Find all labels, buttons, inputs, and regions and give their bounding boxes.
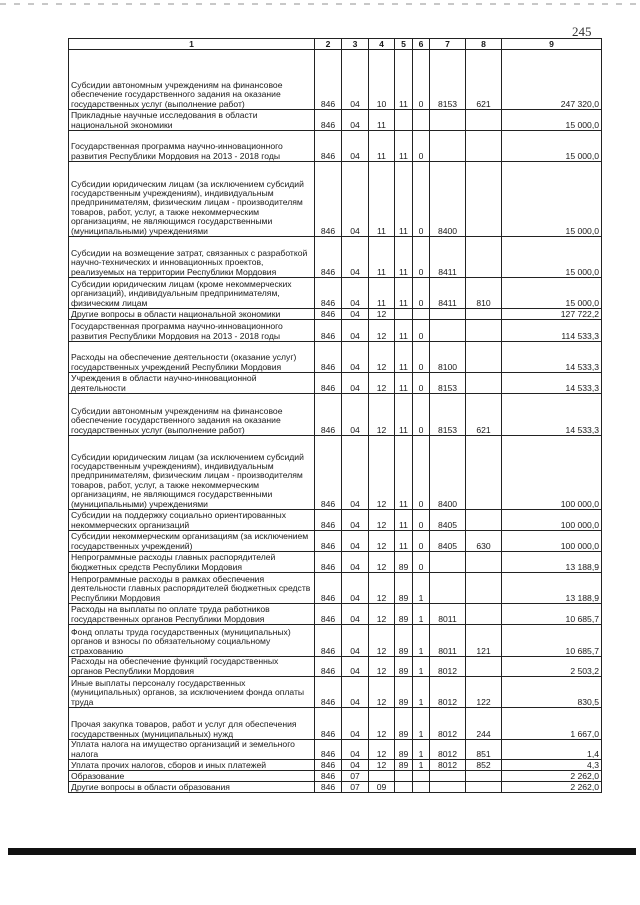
grbs-code: 846	[315, 278, 342, 309]
table-row	[69, 373, 602, 394]
grbs-code: 846	[315, 708, 342, 740]
program-code: 89	[395, 625, 413, 657]
subsection-code: 12	[369, 604, 395, 625]
scan-bottom-edge	[8, 848, 636, 855]
target-code: 8100	[430, 342, 466, 373]
amount: 14 533,3	[502, 373, 602, 394]
subsection-code: 12	[369, 320, 395, 342]
subprogram-code: 0	[413, 320, 430, 342]
row-name: Другие вопросы в области национальной экономики	[69, 309, 315, 320]
amount: 14 533,3	[502, 342, 602, 373]
amount: 10 685,7	[502, 604, 602, 625]
subprogram-code: 0	[413, 373, 430, 394]
amount: 13 188,9	[502, 552, 602, 573]
target-code	[430, 771, 466, 782]
amount: 114 533,3	[502, 320, 602, 342]
expense-kind	[466, 782, 502, 793]
subprogram-code: 0	[413, 394, 430, 436]
expense-kind: 851	[466, 740, 502, 760]
subsection-code: 12	[369, 342, 395, 373]
expense-kind	[466, 309, 502, 320]
subsection-code: 11	[369, 278, 395, 309]
target-code: 8011	[430, 625, 466, 657]
amount: 1 667,0	[502, 708, 602, 740]
expense-kind	[466, 771, 502, 782]
target-code: 8012	[430, 657, 466, 677]
row-name: Субсидии юридическим лицам (за исключением субсидий государственным учреждениям), индивидуальным предпринимателям, физическим лицам - производителям товаров, работ, услуг, а также некоммерческим организациям, не являющимся государственными (муниципальными) учреждениями	[69, 436, 315, 510]
subprogram-code: 0	[413, 131, 430, 162]
expense-kind	[466, 552, 502, 573]
row-name: Фонд оплаты труда государственных (муниципальных) органов и взносы по обязательному социальному страхованию	[69, 625, 315, 657]
subsection-code: 11	[369, 131, 395, 162]
section-code: 04	[342, 604, 369, 625]
row-name: Государственная программа научно-инновационного развития Республики Мордовия на 2013 - 2018 годы	[69, 320, 315, 342]
amount: 247 320,0	[502, 50, 602, 110]
target-code: 8011	[430, 604, 466, 625]
grbs-code: 846	[315, 436, 342, 510]
program-code: 89	[395, 657, 413, 677]
program-code: 11	[395, 237, 413, 278]
grbs-code: 846	[315, 394, 342, 436]
budget-table	[68, 38, 602, 793]
subprogram-code: 1	[413, 740, 430, 760]
target-code: 8012	[430, 677, 466, 708]
col-subsection-header: 4	[369, 39, 395, 50]
subprogram-code	[413, 309, 430, 320]
table-row	[69, 278, 602, 309]
subprogram-code	[413, 782, 430, 793]
section-code: 04	[342, 162, 369, 237]
table-body	[69, 50, 602, 793]
subsection-code: 12	[369, 394, 395, 436]
table-row	[69, 394, 602, 436]
section-code: 04	[342, 309, 369, 320]
table-row	[69, 320, 602, 342]
row-name: Субсидии юридическим лицам (кроме некоммерческих организаций), индивидуальным предпринимателям, физическим лицам	[69, 278, 315, 309]
table-row	[69, 573, 602, 604]
target-code: 8400	[430, 436, 466, 510]
table-row	[69, 110, 602, 131]
target-code	[430, 131, 466, 162]
program-code: 11	[395, 436, 413, 510]
expense-kind	[466, 162, 502, 237]
expense-kind	[466, 373, 502, 394]
subsection-code: 10	[369, 50, 395, 110]
program-code: 11	[395, 531, 413, 552]
row-name: Непрограммные расходы главных распорядителей бюджетных средств Республики Мордовия	[69, 552, 315, 573]
row-name: Государственная программа научно-инновационного развития Республики Мордовия на 2013 - 2018 годы	[69, 131, 315, 162]
grbs-code: 846	[315, 760, 342, 771]
grbs-code: 846	[315, 604, 342, 625]
subprogram-code: 0	[413, 237, 430, 278]
amount: 14 533,3	[502, 394, 602, 436]
expense-kind	[466, 436, 502, 510]
subprogram-code: 1	[413, 677, 430, 708]
subsection-code: 12	[369, 677, 395, 708]
section-code: 04	[342, 573, 369, 604]
expense-kind: 121	[466, 625, 502, 657]
col-program-header: 5	[395, 39, 413, 50]
table-row	[69, 162, 602, 237]
target-code	[430, 552, 466, 573]
target-code: 8012	[430, 708, 466, 740]
table-row	[69, 740, 602, 760]
subprogram-code: 1	[413, 708, 430, 740]
grbs-code: 846	[315, 510, 342, 531]
table-row	[69, 625, 602, 657]
subprogram-code: 0	[413, 162, 430, 237]
expense-kind	[466, 237, 502, 278]
subsection-code	[369, 771, 395, 782]
subprogram-code: 1	[413, 760, 430, 771]
col-kind-header: 8	[466, 39, 502, 50]
program-code: 11	[395, 278, 413, 309]
expense-kind	[466, 573, 502, 604]
subprogram-code: 0	[413, 342, 430, 373]
grbs-code: 846	[315, 552, 342, 573]
subsection-code: 12	[369, 373, 395, 394]
program-code: 11	[395, 320, 413, 342]
program-code: 11	[395, 162, 413, 237]
grbs-code: 846	[315, 309, 342, 320]
grbs-code: 846	[315, 625, 342, 657]
row-name: Иные выплаты персоналу государственных (муниципальных) органов, за исключением фонда оплаты труда	[69, 677, 315, 708]
program-code: 11	[395, 131, 413, 162]
subsection-code: 11	[369, 162, 395, 237]
grbs-code: 846	[315, 740, 342, 760]
row-name: Образование	[69, 771, 315, 782]
program-code	[395, 771, 413, 782]
section-code: 04	[342, 436, 369, 510]
grbs-code: 846	[315, 373, 342, 394]
program-code	[395, 110, 413, 131]
subsection-code: 12	[369, 552, 395, 573]
program-code: 11	[395, 394, 413, 436]
section-code: 07	[342, 782, 369, 793]
table-row	[69, 50, 602, 110]
section-code: 04	[342, 342, 369, 373]
subsection-code: 12	[369, 510, 395, 531]
target-code: 8153	[430, 373, 466, 394]
subsection-code: 12	[369, 708, 395, 740]
row-name: Субсидии автономным учреждениям на финансовое обеспечение государственного задания на оказание государственных услуг (выполнение работ)	[69, 50, 315, 110]
expense-kind: 122	[466, 677, 502, 708]
target-code: 8405	[430, 510, 466, 531]
section-code: 04	[342, 320, 369, 342]
row-name: Непрограммные расходы в рамках обеспечения деятельности главных распорядителей бюджетных средств Республики Мордовия	[69, 573, 315, 604]
grbs-code: 846	[315, 782, 342, 793]
subprogram-code: 1	[413, 625, 430, 657]
scan-top-edge	[0, 3, 640, 5]
subsection-code: 11	[369, 110, 395, 131]
section-code: 04	[342, 552, 369, 573]
program-code: 11	[395, 373, 413, 394]
row-name: Субсидии юридическим лицам (за исключением субсидий государственным учреждениям), индивидуальным предпринимателям, физическим лицам - производителям товаров, работ, услуг, а также некоммерческим организациям, не являющимся государственными (муниципальными) учреждениями	[69, 162, 315, 237]
table-row	[69, 552, 602, 573]
program-code: 89	[395, 573, 413, 604]
table-row	[69, 342, 602, 373]
target-code	[430, 309, 466, 320]
section-code: 04	[342, 657, 369, 677]
row-name: Другие вопросы в области образования	[69, 782, 315, 793]
col-amount-header: 9	[502, 39, 602, 50]
amount: 127 722,2	[502, 309, 602, 320]
target-code: 8411	[430, 278, 466, 309]
table-row	[69, 436, 602, 510]
section-code: 07	[342, 771, 369, 782]
subprogram-code: 0	[413, 552, 430, 573]
section-code: 04	[342, 278, 369, 309]
subsection-code: 11	[369, 237, 395, 278]
subprogram-code: 0	[413, 50, 430, 110]
section-code: 04	[342, 510, 369, 531]
section-code: 04	[342, 531, 369, 552]
section-code: 04	[342, 708, 369, 740]
target-code	[430, 110, 466, 131]
col-grbs-header: 2	[315, 39, 342, 50]
amount: 15 000,0	[502, 131, 602, 162]
subprogram-code: 0	[413, 510, 430, 531]
target-code	[430, 320, 466, 342]
table-row	[69, 708, 602, 740]
expense-kind	[466, 320, 502, 342]
grbs-code: 846	[315, 320, 342, 342]
amount: 15 000,0	[502, 162, 602, 237]
program-code: 89	[395, 677, 413, 708]
row-name: Расходы на обеспечение функций государственных органов Республики Мордовия	[69, 657, 315, 677]
row-name: Прикладные научные исследования в области национальной экономики	[69, 110, 315, 131]
amount: 100 000,0	[502, 510, 602, 531]
row-name: Расходы на обеспечение деятельности (оказание услуг) государственных учреждений Республики Мордовия	[69, 342, 315, 373]
section-code: 04	[342, 237, 369, 278]
amount: 2 262,0	[502, 771, 602, 782]
section-code: 04	[342, 110, 369, 131]
grbs-code: 846	[315, 50, 342, 110]
grbs-code: 846	[315, 677, 342, 708]
target-code	[430, 573, 466, 604]
section-code: 04	[342, 760, 369, 771]
col-target-header: 7	[430, 39, 466, 50]
program-code: 89	[395, 740, 413, 760]
amount: 100 000,0	[502, 531, 602, 552]
subsection-code: 12	[369, 573, 395, 604]
expense-kind: 244	[466, 708, 502, 740]
expense-kind	[466, 110, 502, 131]
section-code: 04	[342, 677, 369, 708]
row-name: Прочая закупка товаров, работ и услуг для обеспечения государственных (муниципальных) нужд	[69, 708, 315, 740]
table-row	[69, 131, 602, 162]
expense-kind: 630	[466, 531, 502, 552]
section-code: 04	[342, 394, 369, 436]
subsection-code: 12	[369, 531, 395, 552]
section-code: 04	[342, 50, 369, 110]
subsection-code: 12	[369, 740, 395, 760]
table-row	[69, 782, 602, 793]
program-code: 11	[395, 510, 413, 531]
subprogram-code	[413, 771, 430, 782]
subsection-code: 12	[369, 625, 395, 657]
grbs-code: 846	[315, 657, 342, 677]
section-code: 04	[342, 373, 369, 394]
amount: 15 000,0	[502, 237, 602, 278]
grbs-code: 846	[315, 131, 342, 162]
row-name: Расходы на выплаты по оплате труда работников государственных органов Республики Мордовия	[69, 604, 315, 625]
table-row	[69, 677, 602, 708]
amount: 830,5	[502, 677, 602, 708]
row-name: Субсидии некоммерческим организациям (за исключением государственных учреждений)	[69, 531, 315, 552]
expense-kind	[466, 342, 502, 373]
amount: 2 262,0	[502, 782, 602, 793]
row-name: Уплата прочих налогов, сборов и иных платежей	[69, 760, 315, 771]
subsection-code: 12	[369, 436, 395, 510]
program-code: 89	[395, 552, 413, 573]
table-row	[69, 771, 602, 782]
row-name: Субсидии на поддержку социально ориентированных некоммерческих организаций	[69, 510, 315, 531]
table-row	[69, 760, 602, 771]
program-code: 89	[395, 604, 413, 625]
target-code: 8153	[430, 50, 466, 110]
expense-kind	[466, 510, 502, 531]
grbs-code: 846	[315, 162, 342, 237]
subprogram-code: 0	[413, 436, 430, 510]
subprogram-code: 0	[413, 278, 430, 309]
target-code: 8012	[430, 760, 466, 771]
header-row	[69, 39, 602, 50]
program-code: 11	[395, 342, 413, 373]
section-code: 04	[342, 131, 369, 162]
row-name: Субсидии на возмещение затрат, связанных с разработкой научно-технических и инновационных проектов, реализуемых на территории Республики Мордовия	[69, 237, 315, 278]
subprogram-code: 0	[413, 531, 430, 552]
table-row	[69, 309, 602, 320]
subprogram-code: 1	[413, 657, 430, 677]
expense-kind: 621	[466, 50, 502, 110]
target-code	[430, 782, 466, 793]
expense-kind: 621	[466, 394, 502, 436]
program-code: 89	[395, 708, 413, 740]
amount: 2 503,2	[502, 657, 602, 677]
col-subprogram-header: 6	[413, 39, 430, 50]
program-code	[395, 309, 413, 320]
subprogram-code: 1	[413, 573, 430, 604]
amount: 15 000,0	[502, 110, 602, 131]
col-name-header: 1	[69, 39, 315, 50]
row-name: Субсидии автономным учреждениям на финансовое обеспечение государственного задания на оказание государственных услуг (выполнение работ)	[69, 394, 315, 436]
grbs-code: 846	[315, 342, 342, 373]
table-row	[69, 510, 602, 531]
expense-kind: 852	[466, 760, 502, 771]
row-name: Уплата налога на имущество организаций и земельного налога	[69, 740, 315, 760]
col-section-header: 3	[342, 39, 369, 50]
subprogram-code: 1	[413, 604, 430, 625]
subsection-code: 09	[369, 782, 395, 793]
program-code	[395, 782, 413, 793]
amount: 100 000,0	[502, 436, 602, 510]
table-row	[69, 657, 602, 677]
amount: 13 188,9	[502, 573, 602, 604]
target-code: 8405	[430, 531, 466, 552]
amount: 4,3	[502, 760, 602, 771]
target-code: 8400	[430, 162, 466, 237]
target-code: 8012	[430, 740, 466, 760]
amount: 15 000,0	[502, 278, 602, 309]
grbs-code: 846	[315, 110, 342, 131]
program-code: 89	[395, 760, 413, 771]
subprogram-code	[413, 110, 430, 131]
expense-kind	[466, 657, 502, 677]
grbs-code: 846	[315, 771, 342, 782]
table-row	[69, 604, 602, 625]
section-code: 04	[342, 625, 369, 657]
table-row	[69, 237, 602, 278]
subsection-code: 12	[369, 309, 395, 320]
row-name: Учреждения в области научно-инновационной деятельности	[69, 373, 315, 394]
grbs-code: 846	[315, 531, 342, 552]
target-code: 8153	[430, 394, 466, 436]
expense-kind	[466, 604, 502, 625]
grbs-code: 846	[315, 237, 342, 278]
page-number: 245	[572, 24, 592, 39]
amount: 1,4	[502, 740, 602, 760]
target-code: 8411	[430, 237, 466, 278]
table-row	[69, 531, 602, 552]
grbs-code: 846	[315, 573, 342, 604]
subsection-code: 12	[369, 760, 395, 771]
subsection-code: 12	[369, 657, 395, 677]
expense-kind	[466, 131, 502, 162]
expense-kind: 810	[466, 278, 502, 309]
amount: 10 685,7	[502, 625, 602, 657]
program-code: 11	[395, 50, 413, 110]
section-code: 04	[342, 740, 369, 760]
